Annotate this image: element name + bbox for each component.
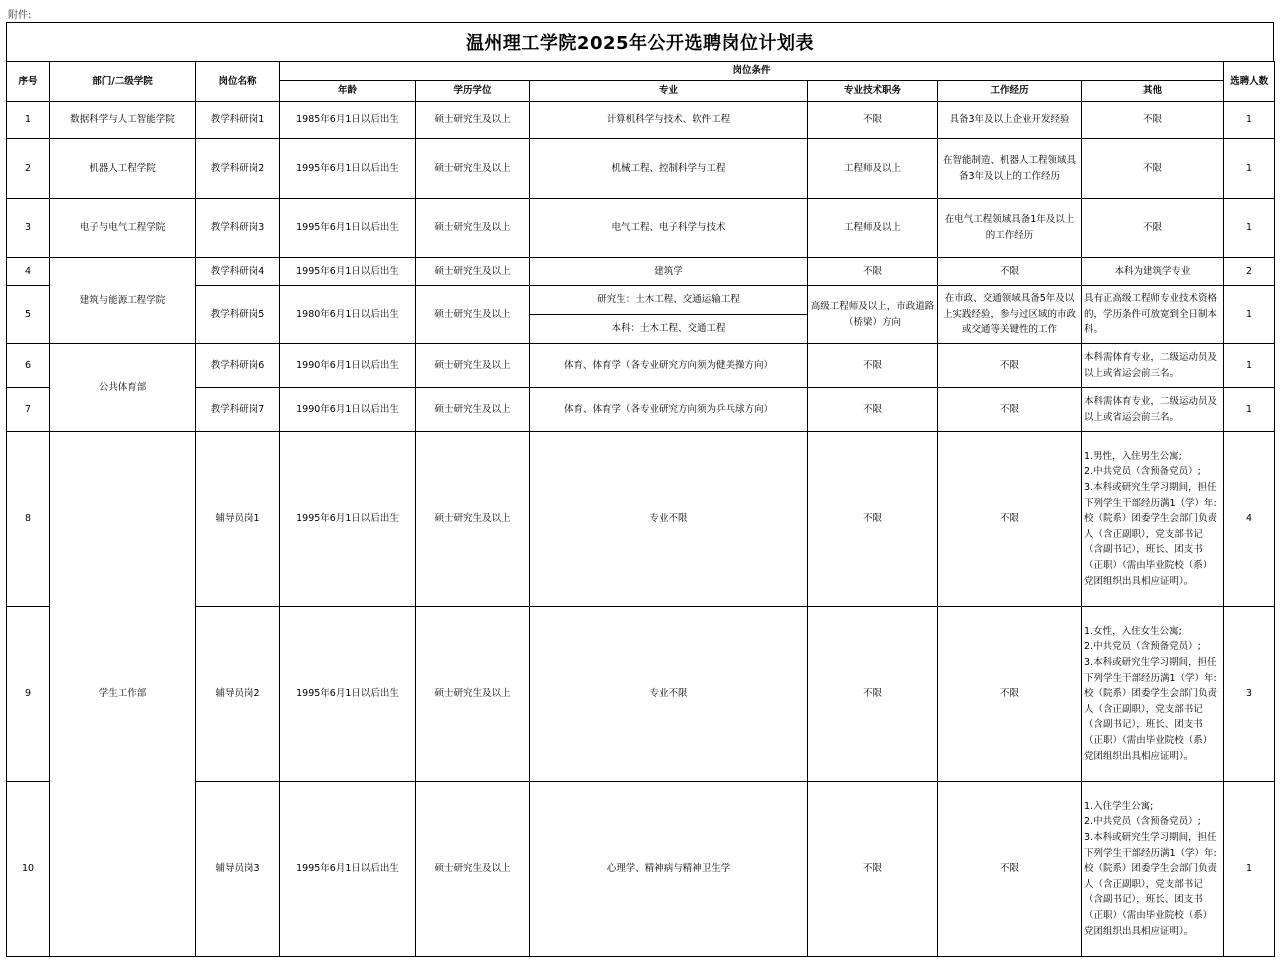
cell-edu: 硕士研究生及以上: [416, 139, 530, 199]
cell-exp: 在智能制造、机器人工程领域具备3年及以上的工作经历: [938, 139, 1082, 199]
cell-other: [1082, 344, 1224, 388]
cell-seq: 7: [7, 388, 50, 432]
cell-seq: 8: [7, 432, 50, 607]
cell-other: [1082, 782, 1224, 957]
cell-seq: 3: [7, 199, 50, 258]
other-line: 校（院系）团委学生会部门负责: [1084, 688, 1218, 700]
cell-edu: 硕士研究生及以上: [416, 286, 530, 344]
header-dept: 部门/二级学院: [50, 62, 196, 102]
table-row: [7, 199, 1275, 258]
other-line: 校（院系）团委学生会部门负责: [1084, 513, 1218, 525]
cell-count: 1: [1224, 286, 1275, 344]
other-line: 3.本科或研究生学习期间，担任: [1084, 657, 1217, 669]
table-row: [7, 258, 1275, 286]
cell-seq: 1: [7, 102, 50, 139]
other-line: 1.男性，入住男生公寓;: [1084, 450, 1182, 462]
cell-title-req: 不限: [808, 344, 938, 388]
other-line: 下列学生干部经历满1（学）年:: [1084, 847, 1217, 859]
cell-exp: 不限: [938, 388, 1082, 432]
other-line: 1.入住学生公寓;: [1084, 800, 1154, 812]
cell-title-req: 不限: [808, 102, 938, 139]
cell-edu: 硕士研究生及以上: [416, 432, 530, 607]
cell-exp: 不限: [938, 258, 1082, 286]
header-seq: 序号: [7, 62, 50, 102]
cell-dept: 学生工作部: [50, 432, 196, 957]
header-edu: 学历学位: [416, 81, 530, 102]
other-line: （含副书记），班长、团支书: [1084, 719, 1203, 731]
other-line: 2.中共党员（含预备党员）;: [1084, 466, 1201, 478]
cell-major: 体育、体育学（各专业研究方向须为健美操方向）: [530, 344, 808, 388]
other-line: 2.中共党员（含预备党员）;: [1084, 816, 1201, 828]
cell-title-req: 不限: [808, 258, 938, 286]
cell-count: 1: [1224, 102, 1275, 139]
cell-post: 教学科研岗1: [196, 102, 280, 139]
cell-other: [1082, 607, 1224, 782]
other-line: 人（含正副职），党支部书记: [1084, 528, 1203, 540]
cell-post: 辅导员岗1: [196, 432, 280, 607]
cell-major: 电气工程、电子科学与技术: [530, 199, 808, 258]
header-other: 其他: [1082, 81, 1224, 102]
cell-major: 专业不限: [530, 607, 808, 782]
header-age: 年龄: [280, 81, 416, 102]
cell-major-undergrad: 本科：土木工程、交通工程: [530, 315, 808, 344]
cell-seq: 5: [7, 286, 50, 344]
table-row: [7, 388, 1275, 432]
cell-age: 1990年6月1日以后出生: [280, 344, 416, 388]
cell-major: 专业不限: [530, 432, 808, 607]
cell-exp: 在市政、交通领域具备5年及以上实践经验，参与过区域的市政或交通等关键性的工作: [938, 286, 1082, 344]
cell-count: 1: [1224, 139, 1275, 199]
cell-age: 1995年6月1日以后出生: [280, 607, 416, 782]
cell-post: 教学科研岗2: [196, 139, 280, 199]
other-line: （含副书记），班长、团支书: [1084, 544, 1203, 556]
other-line: 党团组织出具相应证明）。: [1084, 750, 1194, 762]
other-line: 下列学生干部经历满1（学）年:: [1084, 672, 1217, 684]
cell-exp: 在电气工程领域具备1年及以上的工作经历: [938, 199, 1082, 258]
cell-seq: 2: [7, 139, 50, 199]
other-line: 人（含正副职），党支部书记: [1084, 703, 1203, 715]
cell-count: 3: [1224, 607, 1275, 782]
cell-count: 1: [1224, 782, 1275, 957]
table-row: [7, 782, 1275, 957]
cell-post: 教学科研岗6: [196, 344, 280, 388]
other-line: 3.本科或研究生学习期间，担任: [1084, 832, 1217, 844]
cell-exp: 不限: [938, 432, 1082, 607]
other-line: 党团组织出具相应证明）。: [1084, 925, 1194, 937]
cell-title-req: 不限: [808, 432, 938, 607]
cell-post: 教学科研岗4: [196, 258, 280, 286]
cell-age: 1995年6月1日以后出生: [280, 139, 416, 199]
cell-edu: 硕士研究生及以上: [416, 199, 530, 258]
other-line: （正职）（需由毕业院校（系）: [1084, 734, 1213, 746]
cell-major: 体育、体育学（各专业研究方向须为乒乓球方向）: [530, 388, 808, 432]
cell-major: 计算机科学与技术、软件工程: [530, 102, 808, 139]
cell-edu: 硕士研究生及以上: [416, 102, 530, 139]
cell-major: 建筑学: [530, 258, 808, 286]
other-text: 本科需体育专业，二级运动员及以上或省运会前三名。: [1084, 351, 1218, 379]
cell-seq: 10: [7, 782, 50, 957]
header-major: 专业: [530, 81, 808, 102]
other-line: （含副书记），班长、团支书: [1084, 894, 1203, 906]
cell-seq: 4: [7, 258, 50, 286]
cell-count: 1: [1224, 388, 1275, 432]
cell-other: [1082, 286, 1224, 344]
cell-edu: 硕士研究生及以上: [416, 258, 530, 286]
table-row: [7, 344, 1275, 388]
other-line: 下列学生干部经历满1（学）年:: [1084, 497, 1217, 509]
other-line: （正职）（需由毕业院校（系）: [1084, 909, 1213, 921]
cell-post: 辅导员岗3: [196, 782, 280, 957]
cell-major: 机械工程、控制科学与工程: [530, 139, 808, 199]
cell-post: 教学科研岗7: [196, 388, 280, 432]
cell-title-req: 不限: [808, 607, 938, 782]
cell-age: 1980年6月1日以后出生: [280, 286, 416, 344]
cell-age: 1995年6月1日以后出生: [280, 432, 416, 607]
cell-exp: 不限: [938, 607, 1082, 782]
cell-seq: 6: [7, 344, 50, 388]
cell-edu: 硕士研究生及以上: [416, 344, 530, 388]
cell-dept: 机器人工程学院: [50, 139, 196, 199]
header-title-req: 专业技术职务: [808, 81, 938, 102]
header-conditions: 岗位条件: [280, 62, 1224, 81]
other-line: 校（院系）团委学生会部门负责: [1084, 863, 1218, 875]
cell-other: 不限: [1082, 139, 1224, 199]
recruitment-plan-sheet: [6, 22, 1274, 957]
cell-dept: 电子与电气工程学院: [50, 199, 196, 258]
cell-title-req: 不限: [808, 782, 938, 957]
table-row: [7, 139, 1275, 199]
cell-exp: 不限: [938, 782, 1082, 957]
cell-other: [1082, 388, 1224, 432]
cell-dept: 建筑与能源工程学院: [50, 258, 196, 344]
cell-major-graduate: 研究生：土木工程、交通运输工程: [530, 286, 808, 315]
header-count: 选聘人数: [1224, 62, 1275, 102]
other-line: 党团组织出具相应证明）。: [1084, 575, 1194, 587]
other-line: 3.本科或研究生学习期间，担任: [1084, 482, 1217, 494]
cell-exp: 具备3年及以上企业开发经验: [938, 102, 1082, 139]
cell-count: 4: [1224, 432, 1275, 607]
cell-other: 本科为建筑学专业: [1082, 258, 1224, 286]
cell-count: 1: [1224, 344, 1275, 388]
cell-title-req: 不限: [808, 388, 938, 432]
table-row: [7, 432, 1275, 607]
cell-age: 1995年6月1日以后出生: [280, 258, 416, 286]
table-row: [7, 607, 1275, 782]
cell-post: 教学科研岗3: [196, 199, 280, 258]
cell-other: 不限: [1082, 199, 1224, 258]
cell-count: 1: [1224, 199, 1275, 258]
cell-other: 不限: [1082, 102, 1224, 139]
cell-other: [1082, 432, 1224, 607]
cell-post: 辅导员岗2: [196, 607, 280, 782]
header-exp: 工作经历: [938, 81, 1082, 102]
other-line: 2.中共党员（含预备党员）;: [1084, 641, 1201, 653]
cell-count: 2: [1224, 258, 1275, 286]
sheet-title: 温州理工学院2025年公开选聘岗位计划表: [6, 22, 1274, 61]
attachment-label: 附件:: [8, 10, 32, 21]
other-text: 本科需体育专业，二级运动员及以上或省运会前三名。: [1084, 395, 1218, 423]
table-row: [7, 286, 1275, 315]
cell-seq: 9: [7, 607, 50, 782]
other-text: 具有正高级工程师专业技术资格的，学历条件可放宽到全日制本科。: [1084, 293, 1218, 336]
other-line: 人（含正副职），党支部书记: [1084, 878, 1203, 890]
cell-age: 1995年6月1日以后出生: [280, 782, 416, 957]
cell-title-req: 工程师及以上: [808, 199, 938, 258]
cell-post: 教学科研岗5: [196, 286, 280, 344]
table-row: [7, 102, 1275, 139]
cell-age: 1995年6月1日以后出生: [280, 199, 416, 258]
cell-edu: 硕士研究生及以上: [416, 388, 530, 432]
cell-dept: 数据科学与人工智能学院: [50, 102, 196, 139]
cell-title-req: 工程师及以上: [808, 139, 938, 199]
cell-age: 1985年6月1日以后出生: [280, 102, 416, 139]
cell-dept: 公共体育部: [50, 344, 196, 432]
other-line: 1.女性，入住女生公寓;: [1084, 625, 1182, 637]
cell-age: 1990年6月1日以后出生: [280, 388, 416, 432]
cell-title-req: 高级工程师及以上，市政道路（桥梁）方向: [808, 286, 938, 344]
cell-edu: 硕士研究生及以上: [416, 782, 530, 957]
cell-exp: 不限: [938, 344, 1082, 388]
cell-edu: 硕士研究生及以上: [416, 607, 530, 782]
recruitment-plan-table: [6, 61, 1275, 957]
other-line: （正职）（需由毕业院校（系）: [1084, 559, 1213, 571]
cell-major: 心理学、精神病与精神卫生学: [530, 782, 808, 957]
header-post: 岗位名称: [196, 62, 280, 102]
